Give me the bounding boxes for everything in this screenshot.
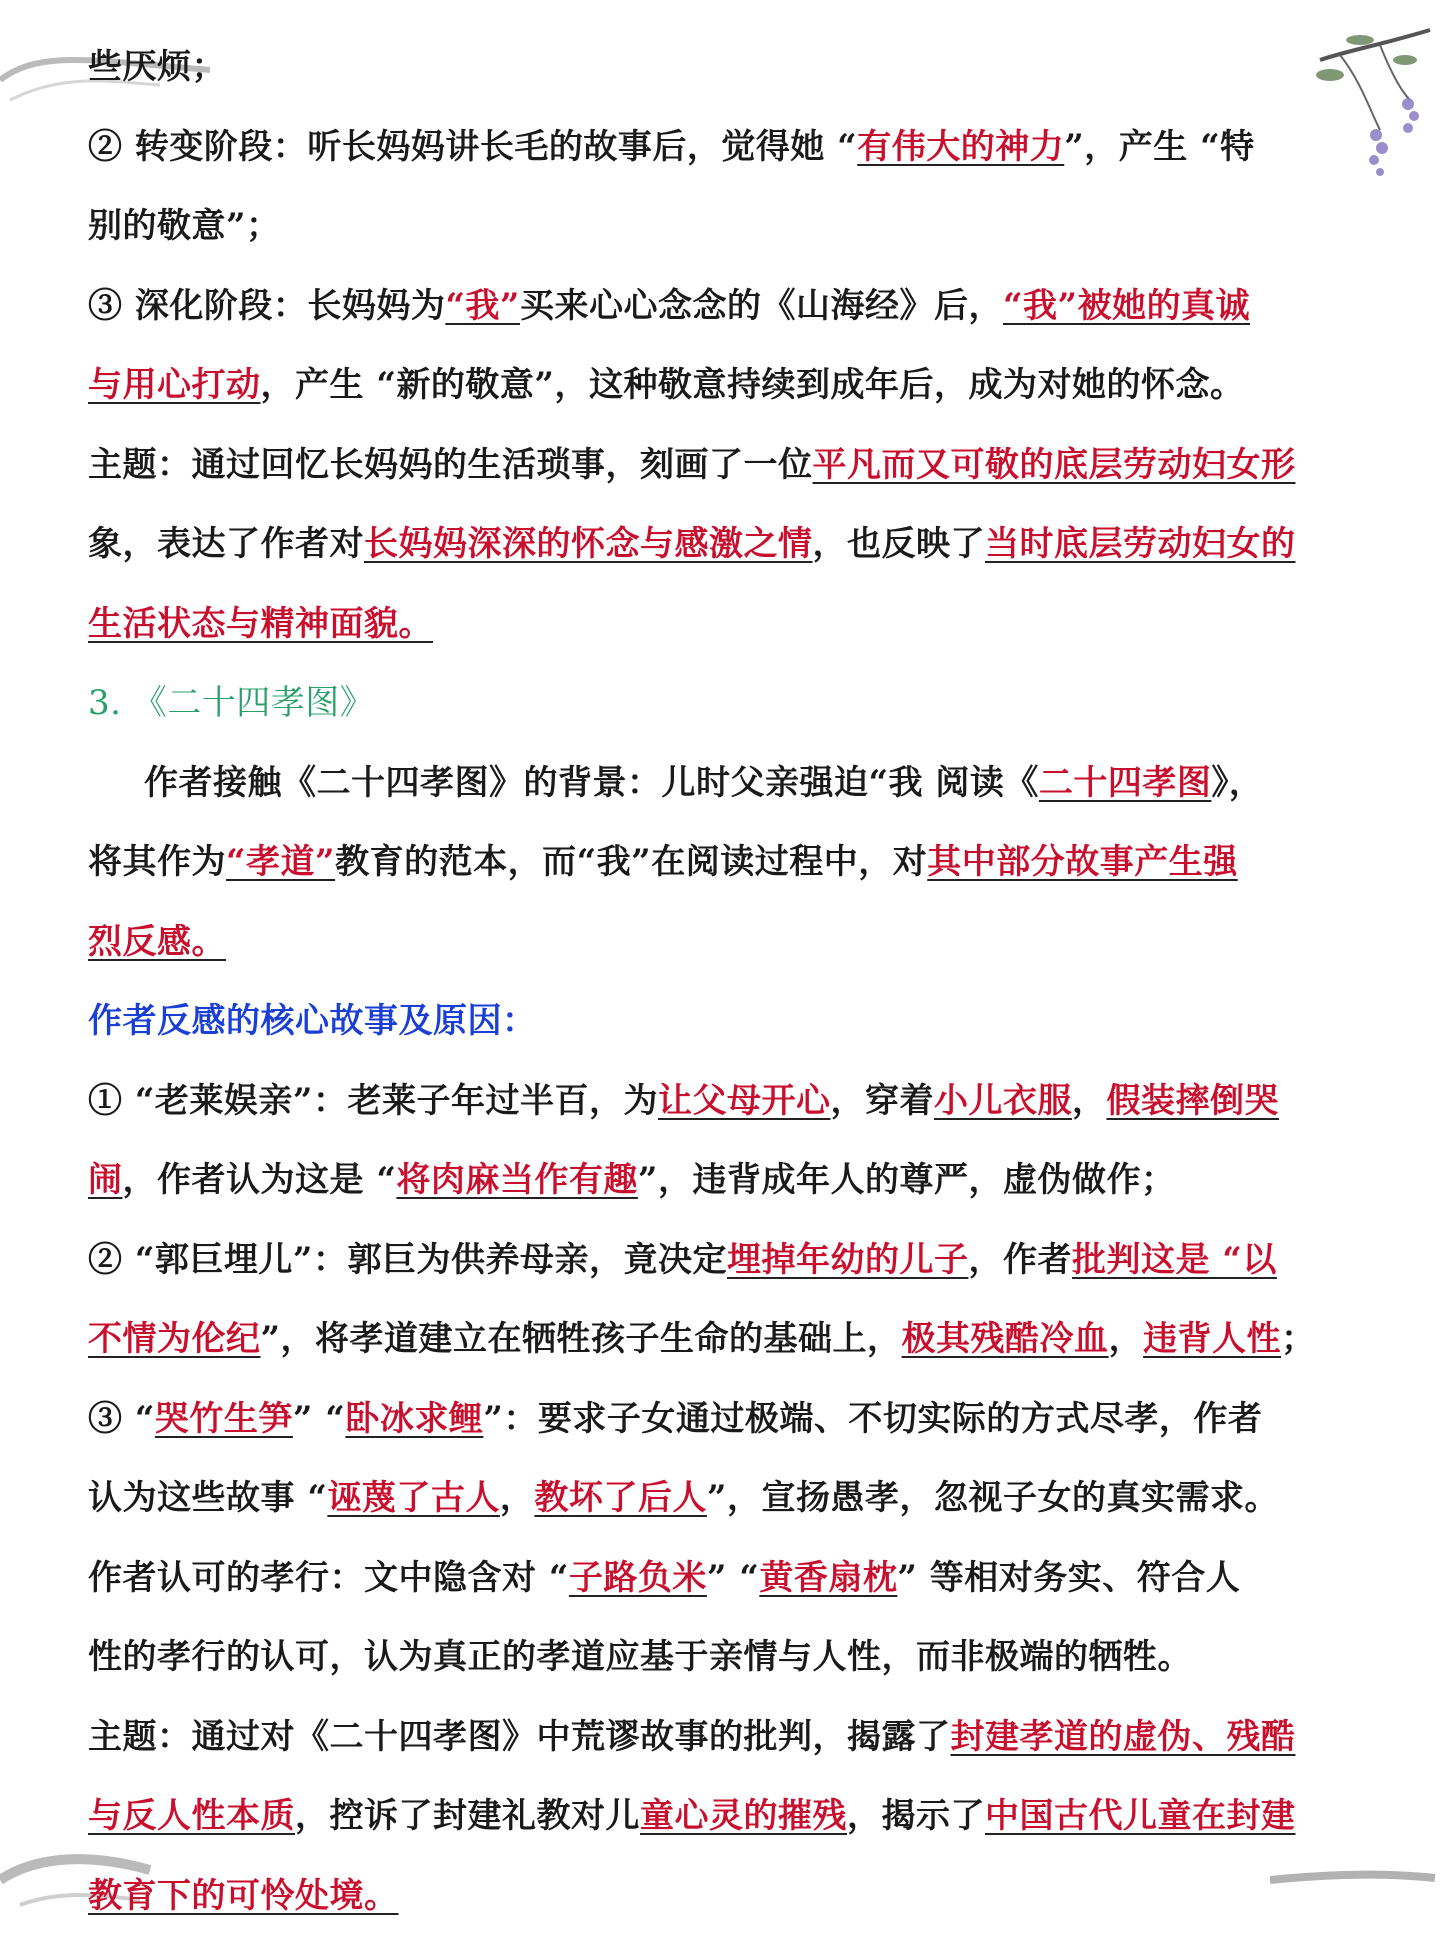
answer-fill: 小儿衣服: [934, 1081, 1072, 1121]
answer-fill: 封建孝道的虚伪、残酷: [951, 1717, 1296, 1757]
answer-fill: 二十四孝图: [1039, 763, 1212, 803]
text-line: 些厌烦；: [88, 28, 1348, 108]
answer-fill: 教坏了后人: [534, 1478, 707, 1518]
answer-fill: 极其残酷冷血: [902, 1319, 1109, 1359]
text-line: [88, 1857, 1348, 1936]
text-line: 别的敬意”；: [88, 187, 1348, 267]
text-line: [88, 903, 1348, 983]
text-line: ② 转变阶段：听长妈妈讲长毛的故事后，觉得她 “有伟大的神力”，产生 “特: [88, 108, 1348, 188]
text-line: 与用心打动，产生 “新的敬意”，这种敬意持续到成年后，成为对她的怀念。: [88, 346, 1348, 426]
answer-fill: 黄香扇枕: [759, 1558, 897, 1598]
text-line: 作者认可的孝行：文中隐含对 “子路负米” “黄香扇枕” 等相对务实、符合人: [88, 1539, 1348, 1619]
answer-fill: 童心灵的摧残: [640, 1796, 847, 1836]
answer-fill: 将肉麻当作有趣: [396, 1160, 638, 1200]
text-line: 与反人性本质，控诉了封建礼教对儿童心灵的摧残，揭示了中国古代儿童在封建: [88, 1777, 1348, 1857]
text-line: 将其作为“孝道”教育的范本，而“我”在阅读过程中，对其中部分故事产生强: [88, 823, 1348, 903]
answer-fill: 卧冰求鲤: [345, 1399, 483, 1439]
answer-fill: 与反人性本质: [88, 1796, 295, 1836]
document-page: [88, 28, 1348, 1936]
answer-fill: 哭竹生笋: [155, 1399, 293, 1439]
answer-fill: 烈反感。: [88, 922, 226, 962]
answer-fill: 生活状态与精神面貌。: [88, 604, 433, 644]
subheading: 作者反感的核心故事及原因：: [88, 982, 1348, 1062]
answer-fill: 中国古代儿童在封建: [985, 1796, 1296, 1836]
answer-fill: “我”被她的真诚: [1003, 286, 1250, 326]
answer-fill: 埋掉年幼的儿子: [727, 1240, 969, 1280]
answer-fill: 诬蔑了古人: [327, 1478, 500, 1518]
answer-fill: 其中部分故事产生强: [927, 842, 1238, 882]
text-line: [88, 585, 1348, 665]
text-line: ① “老莱娱亲”：老莱子年过半百，为让父母开心，穿着小儿衣服，假装摔倒哭: [88, 1062, 1348, 1142]
answer-fill: 违背人性: [1143, 1319, 1281, 1359]
text-line: 认为这些故事 “诬蔑了古人，教坏了后人”，宣扬愚孝，忽视子女的真实需求。: [88, 1459, 1348, 1539]
answer-fill: 长妈妈深深的怀念与感激之情: [364, 524, 813, 564]
answer-fill: 教育下的可怜处境。: [88, 1876, 399, 1916]
answer-fill: 有伟大的神力: [857, 127, 1064, 167]
text-line: ② “郭巨埋儿”：郭巨为供养母亲，竟决定埋掉年幼的儿子，作者批判这是 “以: [88, 1221, 1348, 1301]
theme-line: 主题：通过回忆长妈妈的生活琐事，刻画了一位平凡而又可敬的底层劳动妇女形: [88, 426, 1348, 506]
section-heading: 3. 《二十四孝图》: [88, 664, 1348, 744]
text-line: 闹，作者认为这是 “将肉麻当作有趣”，违背成年人的尊严，虚伪做作；: [88, 1141, 1348, 1221]
answer-fill: “我”: [445, 286, 520, 326]
text-line: 不情为伦纪”，将孝道建立在牺牲孩子生命的基础上，极其残酷冷血，违背人性；: [88, 1300, 1348, 1380]
text-line: ③ 深化阶段：长妈妈为“我”买来心心念念的《山海经》后，“我”被她的真诚: [88, 267, 1348, 347]
answer-fill: 让父母开心: [658, 1081, 831, 1121]
answer-fill: 不情为伦纪: [88, 1319, 261, 1359]
answer-fill: 平凡而又可敬的底层劳动妇女形: [813, 445, 1296, 485]
text-line: 作者接触《二十四孝图》的背景：儿时父亲强迫“我 阅读《二十四孝图》，: [88, 744, 1348, 824]
text-line: 性的孝行的认可，认为真正的孝道应基于亲情与人性，而非极端的牺牲。: [88, 1618, 1348, 1698]
text-line: ③ “哭竹生笋” “卧冰求鲤”：要求子女通过极端、不切实际的方式尽孝，作者: [88, 1380, 1348, 1460]
answer-fill: 假装摔倒哭: [1106, 1081, 1279, 1121]
answer-fill: 闹: [88, 1160, 123, 1200]
theme-line: 主题：通过对《二十四孝图》中荒谬故事的批判，揭露了封建孝道的虚伪、残酷: [88, 1698, 1348, 1778]
text-line: 象，表达了作者对长妈妈深深的怀念与感激之情，也反映了当时底层劳动妇女的: [88, 505, 1348, 585]
answer-fill: 子路负米: [569, 1558, 707, 1598]
answer-fill: 批判这是 “以: [1072, 1240, 1277, 1280]
answer-fill: “孝道”: [226, 842, 335, 882]
answer-fill: 与用心打动: [88, 365, 261, 405]
answer-fill: 当时底层劳动妇女的: [985, 524, 1296, 564]
